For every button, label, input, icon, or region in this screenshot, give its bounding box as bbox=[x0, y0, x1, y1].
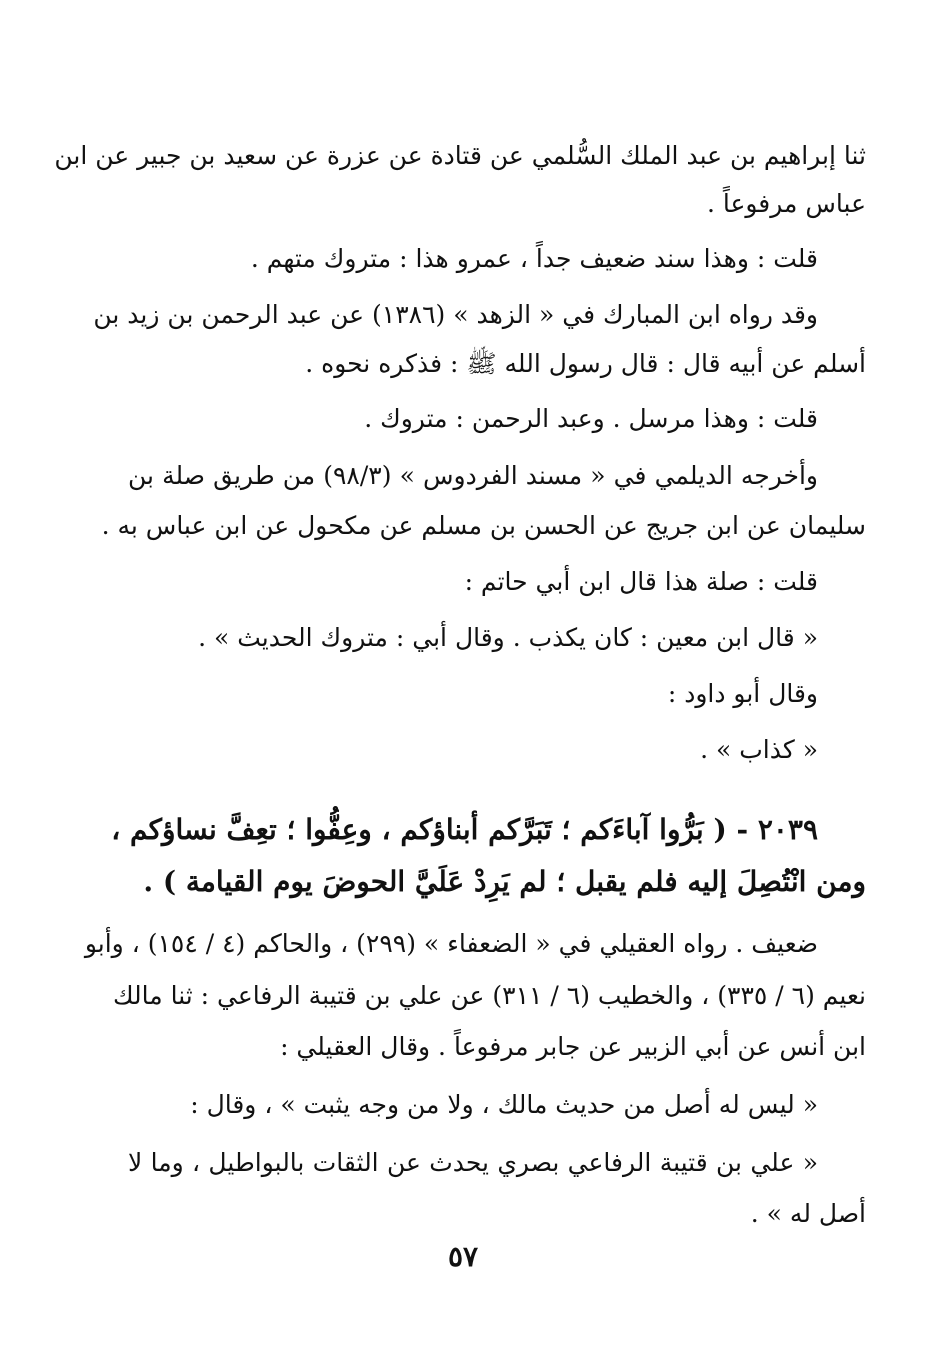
text-line-9: قلت : صلة هذا قال ابن أبي حاتم : bbox=[464, 567, 818, 596]
text-line-1: ثنا إبراهيم بن عبد الملك السُّلمي عن قتادة عن عزرة عن سعيد بن جبير عن ابن bbox=[54, 141, 866, 170]
text-line-15: ضعيف . رواه العقيلي في « الضعفاء » (٢٩٩) ، والحاكم (٤ / ١٥٤) ، وأبو bbox=[84, 929, 818, 958]
text-line-2: عباس مرفوعاً . bbox=[706, 189, 866, 218]
text-line-4: وقد رواه ابن المبارك في « الزهد » (١٣٨٦) عن عبد الرحمن بن زيد بن bbox=[93, 300, 818, 329]
text-line-12: « كذاب » . bbox=[700, 735, 818, 764]
text-line-6: قلت : وهذا مرسل . وعبد الرحمن : متروك . bbox=[364, 404, 818, 433]
text-line-5: أسلم عن أبيه قال : قال رسول الله ﷺ : فذكره نحوه . bbox=[305, 349, 866, 378]
text-line-11: وقال أبو داود : bbox=[667, 679, 818, 708]
text-line-10: « قال ابن معين : كان يكذب . وقال أبي : متروك الحديث » . bbox=[198, 623, 818, 652]
hadith-heading-line-2: ومن انْتُصِلَ إليه فلم يقبل ؛ لم يَرِدْ عَلَيَّ الحوضَ يوم القيامة ) . bbox=[143, 865, 866, 898]
text-line-20: أصل له » . bbox=[750, 1199, 866, 1228]
text-line-17: ابن أنس عن أبي الزبير عن جابر مرفوعاً . وقال العقيلي : bbox=[280, 1032, 866, 1061]
text-line-19: « علي بن قتيبة الرفاعي بصري يحدث عن الثقات بالبواطيل ، وما لا bbox=[128, 1148, 818, 1177]
text-line-3: قلت : وهذا سند ضعيف جداً ، عمرو هذا : متروك متهم . bbox=[250, 244, 818, 273]
page-number: ٥٧ bbox=[447, 1240, 479, 1273]
text-line-18: « ليس له أصل من حديث مالك ، ولا من وجه يثبت » ، وقال : bbox=[190, 1090, 818, 1119]
hadith-heading-line-1: ٢٠٣٩ - ( بَرُّوا آباءَكم ؛ تَبَرَّكم أبناؤكم ، وعِفُّوا ؛ تعِفَّ نساؤكم ، bbox=[111, 813, 818, 846]
text-line-7: وأخرجه الديلمي في « مسند الفردوس » (٩٨/٣) من طريق صلة بن bbox=[128, 461, 819, 490]
text-line-8: سليمان عن ابن جريج عن الحسن بن مسلم عن مكحول عن ابن عباس به . bbox=[101, 511, 866, 540]
text-line-16: نعيم (٦ / ٣٣٥) ، والخطيب (٦ / ٣١١) عن علي بن قتيبة الرفاعي : ثنا مالك bbox=[112, 981, 866, 1010]
